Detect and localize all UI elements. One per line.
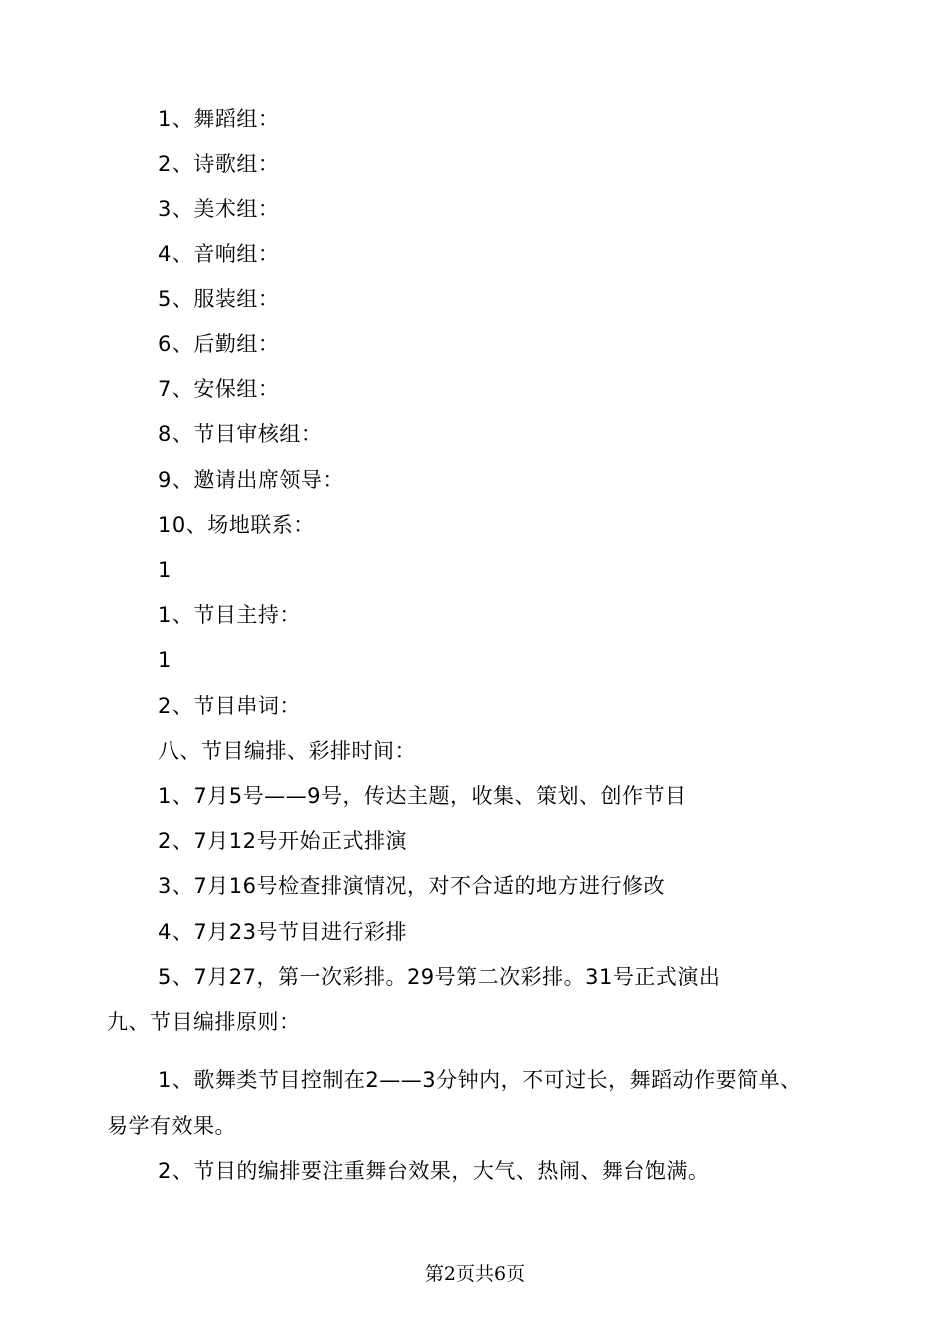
- item-art-group: 3、美术组：: [158, 197, 280, 221]
- item-dance-group: 1、舞蹈组：: [158, 107, 280, 131]
- item-program-host: 1、节目主持：: [158, 603, 301, 627]
- item-sound-group: 4、音响组：: [158, 242, 280, 266]
- schedule-item-4: 4、7月23号节目进行彩排: [158, 920, 407, 944]
- section-heading-nine: 九、节目编排原则：: [107, 1010, 301, 1034]
- item-review-group: 8、节目审核组：: [158, 422, 323, 446]
- schedule-item-3: 3、7月16号检查排演情况，对不合适的地方进行修改: [158, 874, 665, 898]
- page-number-footer: 第2页共6页: [424, 1263, 526, 1285]
- principle-item-1: 1、歌舞类节目控制在2——3分钟内，不可过长，舞蹈动作要简单、: [158, 1068, 802, 1092]
- principle-item-2: 2、节目的编排要注重舞台效果，大气、热闹、舞台饱满。: [158, 1159, 710, 1183]
- item-security-group: 7、安保组：: [158, 377, 280, 401]
- item-venue-contact: 10、场地联系：: [158, 513, 315, 537]
- item-number-1a: 1: [158, 558, 172, 582]
- item-logistics-group: 6、后勤组：: [158, 332, 280, 356]
- item-program-script: 2、节目串词：: [158, 694, 301, 718]
- schedule-item-5: 5、7月27，第一次彩排。29号第二次彩排。31号正式演出: [158, 965, 721, 989]
- item-poetry-group: 2、诗歌组：: [158, 152, 280, 176]
- principle-item-1-continued: 易学有效果。: [107, 1114, 236, 1138]
- section-heading-eight: 八、节目编排、彩排时间：: [158, 739, 416, 763]
- schedule-item-2: 2、7月12号开始正式排演: [158, 829, 407, 853]
- schedule-item-1: 1、7月5号——9号，传达主题，收集、策划、创作节目: [158, 784, 687, 808]
- item-number-1b: 1: [158, 648, 172, 672]
- item-costume-group: 5、服装组：: [158, 287, 280, 311]
- item-invited-leaders: 9、邀请出席领导：: [158, 468, 344, 492]
